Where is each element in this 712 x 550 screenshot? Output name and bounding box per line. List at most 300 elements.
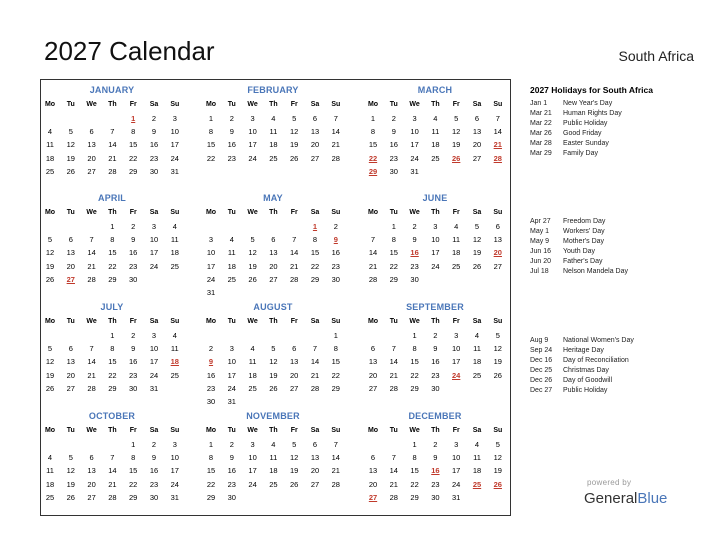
day-cell: 8 [110,344,115,354]
holiday-date: Jun 20 [530,257,552,265]
day-cell: 14 [331,127,340,137]
day-cell: 13 [472,127,482,137]
day-cell: 7 [110,127,115,137]
day-cell: 1 [391,222,396,231]
weekday-header: Fr [129,101,137,108]
holiday-item [530,130,602,137]
day-cell: 3 [250,114,255,123]
day-cell: 6 [89,127,94,137]
holiday-day-cell: 27 [66,274,75,284]
day-cell: 30 [149,166,159,176]
day-cell: 9 [131,235,136,245]
weekday-header: Fr [290,427,298,434]
day-cell: 13 [269,248,278,258]
day-cell: 17 [206,261,216,271]
holiday-name: National Women's Day [563,337,634,344]
day-cell: 29 [108,383,117,393]
holiday-name: Easter Sunday [563,139,609,147]
day-cell: 13 [493,235,502,245]
day-cell: 30 [431,383,440,393]
holiday-name: Heritage Day [563,346,604,354]
day-cell: 19 [472,248,482,258]
day-cell: 24 [149,370,159,380]
holiday-date: Apr 27 [530,218,551,225]
day-cell: 20 [310,140,320,150]
weekday-header: Fr [290,318,298,325]
weekday-header: We [86,427,97,434]
day-cell: 20 [87,153,96,163]
month-name: APRIL [98,193,126,203]
holiday-day-cell: 18 [170,357,179,367]
day-cell: 20 [368,370,378,380]
day-cell: 3 [229,344,234,354]
day-cell: 18 [170,248,179,258]
day-cell: 13 [368,466,378,476]
day-cell: 30 [389,166,398,176]
day-cell: 4 [474,331,480,340]
day-cell: 11 [46,466,54,476]
holiday-day-cell: 28 [493,153,502,163]
day-cell: 16 [129,357,138,367]
day-cell: 27 [310,479,320,489]
day-cell: 7 [110,453,115,463]
day-cell: 25 [248,383,257,393]
weekday-header: Th [431,318,440,325]
day-cell: 22 [108,261,117,271]
holiday-day-cell: 22 [368,153,378,163]
day-cell: 11 [431,127,440,137]
day-cell: 4 [47,127,53,137]
day-cell: 12 [493,344,502,354]
holiday-day-cell: 26 [493,479,502,489]
day-cell: 6 [495,222,500,231]
day-cell: 7 [333,114,338,123]
day-cell: 18 [472,357,482,367]
day-cell: 17 [248,140,257,150]
holiday-day-cell: 16 [410,248,419,258]
day-cell: 14 [493,127,502,137]
day-cell: 16 [389,140,398,150]
weekday-header: Sa [472,209,482,216]
day-cell: 20 [269,261,278,271]
day-cell: 30 [431,492,440,502]
day-cell: 21 [331,466,340,476]
weekday-header: We [409,427,420,434]
day-cell: 17 [149,357,159,367]
day-cell: 30 [149,492,159,502]
day-cell: 19 [290,140,299,150]
day-cell: 10 [170,453,179,463]
day-cell: 4 [474,440,480,449]
day-cell: 15 [206,466,216,476]
weekday-header: Mo [44,318,56,325]
holiday-item [530,347,604,354]
holiday-date: Jun 16 [530,247,552,255]
day-cell: 27 [269,274,278,284]
day-cell: 9 [151,453,157,463]
month-name: MARCH [417,85,453,95]
day-cell: 12 [45,248,55,258]
holiday-date: Dec 27 [530,386,553,394]
day-cell: 26 [248,274,257,284]
day-cell: 4 [172,222,177,231]
day-cell: 19 [45,261,55,271]
day-cell: 29 [410,383,419,393]
day-cell: 3 [454,440,459,449]
holidays-title: 2027 Holidays for South Africa [530,85,653,95]
weekday-header: We [247,427,258,434]
weekday-header: Fr [129,318,137,325]
weekday-header: Su [331,318,341,325]
weekday-header: Sa [310,209,320,216]
weekday-header: Tu [66,209,75,216]
day-cell: 17 [248,466,257,476]
weekday-header: Su [493,427,503,434]
day-cell: 1 [110,331,115,340]
day-cell: 9 [433,453,438,463]
day-cell: 6 [370,453,376,463]
weekday-header: Sa [149,101,159,108]
weekday-header: Sa [472,318,482,325]
weekday-header: Sa [149,427,159,434]
holiday-day-cell: 1 [312,222,318,231]
day-cell: 7 [495,114,500,123]
day-cell: 14 [331,453,340,463]
day-cell: 20 [472,140,482,150]
day-cell: 29 [206,492,216,502]
holiday-date: Dec 16 [530,356,553,364]
day-cell: 4 [229,235,234,245]
holiday-item [530,337,634,344]
weekday-header: We [409,101,420,108]
day-cell: 20 [290,370,299,380]
country-label: South Africa [618,48,694,64]
day-cell: 19 [66,479,75,489]
weekday-header: Fr [290,101,298,108]
day-cell: 16 [206,370,216,380]
day-cell: 19 [290,466,299,476]
day-cell: 28 [108,166,117,176]
weekday-header: Mo [44,101,56,108]
day-cell: 31 [149,383,159,393]
day-cell: 19 [248,261,257,271]
day-cell: 11 [473,344,481,354]
weekday-header: We [247,209,258,216]
day-cell: 20 [66,261,75,271]
weekday-header: We [86,318,97,325]
day-cell: 8 [412,344,417,354]
day-cell: 7 [391,344,396,354]
day-cell: 14 [108,140,117,150]
day-cell: 25 [452,261,461,271]
holiday-item [530,100,612,107]
day-cell: 21 [389,370,398,380]
weekday-header: Tu [66,318,75,325]
day-cell: 7 [312,344,318,354]
month-name: NOVEMBER [246,411,300,421]
day-cell: 7 [391,453,396,463]
day-cell: 25 [269,153,278,163]
weekday-header: Su [170,427,180,434]
day-cell: 8 [370,127,376,137]
holiday-name: Christmas Day [563,366,609,374]
weekday-header: We [247,101,258,108]
weekday-header: Sa [310,318,320,325]
holiday-name: Father's Day [563,257,603,265]
day-cell: 23 [129,261,138,271]
day-cell: 19 [493,466,502,476]
day-cell: 10 [206,248,216,258]
day-cell: 18 [269,140,278,150]
weekday-header: Sa [310,427,320,434]
day-cell: 12 [45,357,55,367]
day-cell: 26 [45,383,55,393]
day-cell: 31 [410,166,419,176]
day-cell: 11 [269,127,278,137]
day-cell: 1 [333,331,338,340]
day-cell: 27 [87,166,96,176]
day-cell: 21 [108,479,117,489]
day-cell: 10 [248,127,257,137]
day-cell: 6 [474,114,480,123]
day-cell: 2 [433,440,438,449]
day-cell: 15 [310,248,320,258]
day-cell: 22 [108,370,117,380]
weekday-header: Th [108,427,117,434]
weekday-header: Th [108,209,117,216]
day-cell: 5 [271,344,276,354]
day-cell: 12 [452,127,461,137]
weekday-header: Mo [367,209,379,216]
day-cell: 30 [206,397,216,406]
day-cell: 25 [472,370,482,380]
day-cell: 1 [412,440,417,449]
day-cell: 27 [368,383,378,393]
holiday-day-cell: 27 [368,492,378,502]
holiday-name: Day of Goodwill [563,376,613,384]
holiday-date: Jan 1 [530,100,548,107]
day-cell: 27 [66,383,75,393]
month-name: JULY [100,302,124,312]
day-cell: 21 [331,140,340,150]
day-cell: 25 [170,261,179,271]
day-cell: 5 [474,222,480,231]
day-cell: 1 [370,114,376,123]
day-cell: 3 [151,222,157,231]
day-cell: 21 [87,261,96,271]
day-cell: 2 [391,114,396,123]
day-cell: 7 [89,235,94,245]
day-cell: 13 [310,127,320,137]
day-cell: 17 [170,466,179,476]
day-cell: 5 [454,114,459,123]
day-cell: 9 [391,127,396,137]
day-cell: 23 [227,479,236,489]
weekday-header: Th [108,101,117,108]
holiday-day-cell: 9 [208,357,214,367]
weekday-header: Tu [227,427,236,434]
month-name: SEPTEMBER [406,302,464,312]
day-cell: 24 [149,261,159,271]
holiday-item [530,120,607,127]
day-cell: 14 [389,357,398,367]
day-cell: 5 [68,127,73,137]
day-cell: 22 [389,261,398,271]
day-cell: 22 [206,479,216,489]
day-cell: 6 [89,453,94,463]
day-cell: 13 [87,466,96,476]
day-cell: 14 [108,466,117,476]
holiday-item [530,268,628,275]
day-cell: 18 [431,140,440,150]
day-cell: 28 [290,274,299,284]
weekday-header: Su [331,427,341,434]
day-cell: 1 [208,114,214,123]
day-cell: 14 [290,248,299,258]
day-cell: 4 [172,331,177,340]
page-title: 2027 Calendar [44,36,215,66]
day-cell: 23 [149,479,159,489]
day-cell: 29 [129,166,138,176]
holiday-item [530,258,602,265]
weekday-header: We [409,209,420,216]
weekday-header: Th [431,427,440,434]
day-cell: 19 [493,357,502,367]
day-cell: 4 [454,222,459,231]
holiday-name: Human Rights Day [563,109,622,117]
brand-general: General [584,490,638,507]
day-cell: 29 [410,492,419,502]
holiday-item [530,228,605,235]
day-cell: 28 [389,383,398,393]
day-cell: 22 [206,153,216,163]
day-cell: 28 [331,153,340,163]
brand-logo [584,490,667,507]
holiday-date: Dec 26 [530,376,553,384]
day-cell: 5 [68,453,73,463]
holiday-name: Nelson Mandela Day [563,267,628,275]
day-cell: 29 [331,383,340,393]
day-cell: 3 [172,440,177,449]
weekday-header: We [86,209,97,216]
weekday-header: Su [493,101,503,108]
weekday-header: Su [170,318,180,325]
day-cell: 12 [493,453,502,463]
weekday-header: Sa [472,101,482,108]
day-cell: 25 [170,370,179,380]
day-cell: 5 [292,114,297,123]
day-cell: 31 [170,166,179,176]
holiday-date: Sep 24 [530,346,553,354]
day-cell: 25 [227,274,236,284]
day-cell: 3 [412,114,417,123]
weekday-header: Tu [66,101,75,108]
day-cell: 9 [433,344,438,354]
weekday-header: Th [431,101,440,108]
day-cell: 16 [227,140,236,150]
day-cell: 29 [129,492,138,502]
holiday-date: Dec 25 [530,366,553,374]
holiday-item [530,357,629,364]
day-cell: 26 [472,261,482,271]
day-cell: 16 [331,248,340,258]
weekday-header: Su [331,101,341,108]
day-cell: 5 [495,440,500,449]
day-cell: 4 [271,440,276,449]
holiday-name: Family Day [563,149,599,157]
day-cell: 14 [310,357,320,367]
day-cell: 24 [248,479,257,489]
day-cell: 11 [473,453,481,463]
day-cell: 10 [410,127,419,137]
day-cell: 2 [433,331,438,340]
day-cell: 14 [389,466,398,476]
day-cell: 12 [248,248,257,258]
day-cell: 17 [452,466,461,476]
day-cell: 9 [229,453,234,463]
day-cell: 4 [271,114,276,123]
holiday-item [530,377,612,384]
day-cell: 23 [206,383,216,393]
day-cell: 18 [45,479,55,489]
holiday-item [530,248,595,255]
day-cell: 8 [391,235,396,245]
weekday-header: We [409,318,420,325]
day-cell: 8 [312,235,318,245]
day-cell: 31 [206,288,216,297]
day-cell: 26 [269,383,278,393]
day-cell: 9 [412,235,417,245]
day-cell: 2 [208,344,214,354]
day-cell: 24 [170,153,179,163]
weekday-header: Fr [452,427,460,434]
holiday-day-cell: 26 [452,153,461,163]
day-cell: 6 [68,235,73,245]
day-cell: 27 [472,153,482,163]
holiday-date: Mar 29 [530,149,552,157]
day-cell: 31 [227,397,236,406]
day-cell: 18 [227,261,236,271]
day-cell: 16 [129,248,138,258]
day-cell: 21 [87,370,96,380]
day-cell: 13 [66,357,75,367]
weekday-header: Fr [452,318,460,325]
weekday-header: We [86,101,97,108]
day-cell: 8 [208,453,214,463]
day-cell: 15 [108,248,117,258]
day-cell: 27 [310,153,320,163]
holiday-name: Day of Reconciliation [563,356,629,364]
day-cell: 8 [333,344,338,354]
day-cell: 26 [290,153,299,163]
day-cell: 12 [269,357,278,367]
holiday-day-cell: 29 [368,166,378,176]
holiday-item [530,150,598,157]
holiday-name: Freedom Day [563,218,606,225]
day-cell: 28 [368,274,378,284]
day-cell: 8 [110,235,115,245]
day-cell: 2 [131,222,136,231]
day-cell: 24 [227,383,236,393]
day-cell: 3 [151,331,157,340]
weekday-header: Fr [452,209,460,216]
day-cell: 30 [129,274,138,284]
holiday-name: Workers' Day [563,227,605,235]
day-cell: 1 [412,331,417,340]
day-cell: 15 [331,357,340,367]
day-cell: 10 [452,344,461,354]
weekday-header: Mo [44,209,56,216]
